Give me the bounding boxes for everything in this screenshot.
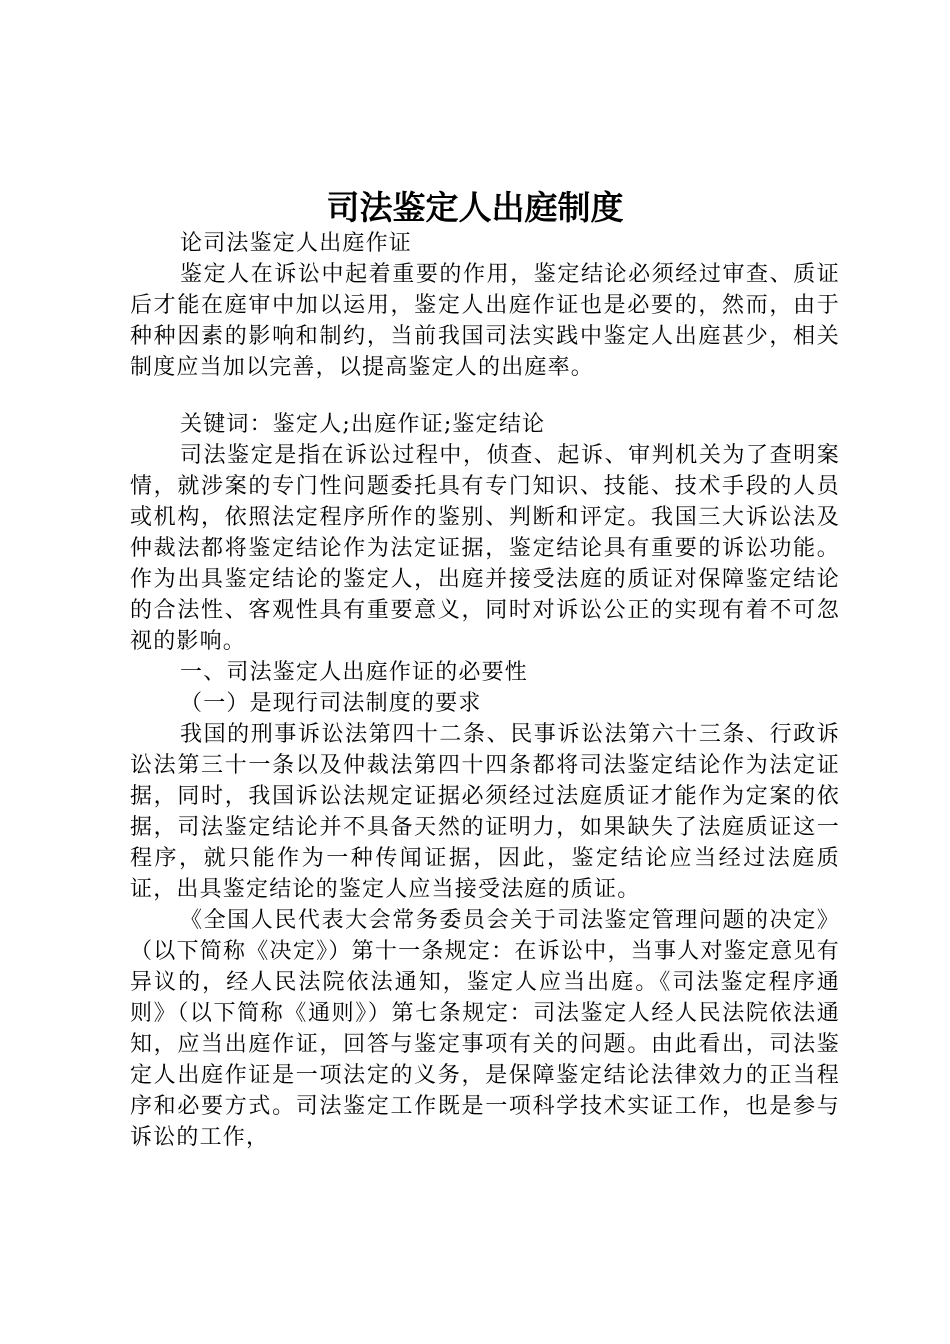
subsection-heading: （一）是现行司法制度的要求 (180, 691, 482, 716)
document-title: 司法鉴定人出庭制度 (326, 188, 624, 227)
section-heading: 一、司法鉴定人出庭作证的必要性 (180, 660, 529, 685)
abstract-paragraph: 鉴定人在诉讼中起着重要的作用，鉴定结论必须经过审查、质证后才能在庭审中加以运用，鉴定人出庭作证也是必要的，然而，由于种种因素的影响和制约，当前我国司法实践中鉴定人出庭甚少，相关制度应当加以完善，以提高鉴定人的出庭率。 (130, 262, 840, 380)
document-body (130, 228, 840, 1153)
decision-paragraph: 《全国人民代表大会常务委员会关于司法鉴定管理问题的决定》（以下简称《决定》）第十一条规定：在诉讼中，当事人对鉴定意见有异议的，经人民法院依法通知，鉴定人应当出庭。《司法鉴定程序通则》（以下简称《通则》）第七条规定：司法鉴定人经人民法院依法通知，应当出庭作证，回答与鉴定事项有关的问题。由此看出，司法鉴定人出庭作证是一项法定的义务，是保障鉴定结论法律效力的正当程序和必要方式。司法鉴定工作既是一项科学技术实证工作，也是参与诉讼的工作， (130, 908, 840, 1150)
keywords-paragraph: 关键词：鉴定人;出庭作证;鉴定结论 (180, 412, 546, 437)
subtitle-paragraph: 论司法鉴定人出庭作证 (180, 231, 413, 256)
definition-paragraph: 司法鉴定是指在诉讼过程中，侦查、起诉、审判机关为了查明案情，就涉案的专门性问题委托具有专门知识、技能、技术手段的人员或机构，依照法定程序所作的鉴别、判断和评定。我国三大诉讼法及仲裁法都将鉴定结论作为法定证据，鉴定结论具有重要的诉讼功能。作为出具鉴定结论的鉴定人，出庭并接受法庭的质证对保障鉴定结论的合法性、客观性具有重要意义，同时对诉讼公正的实现有着不可忽视的影响。 (130, 443, 840, 654)
law-paragraph: 我国的刑事诉讼法第四十二条、民事诉讼法第六十三条、行政诉讼法第三十一条以及仲裁法第四十四条都将司法鉴定结论作为法定证据，同时，我国诉讼法规定证据必须经过法庭质证才能作为定案的依据，司法鉴定结论并不具备天然的证明力，如果缺失了法庭质证这一程序，就只能作为一种传闻证据，因此，鉴定结论应当经过法庭质证，出具鉴定结论的鉴定人应当接受法庭的质证。 (130, 722, 840, 902)
